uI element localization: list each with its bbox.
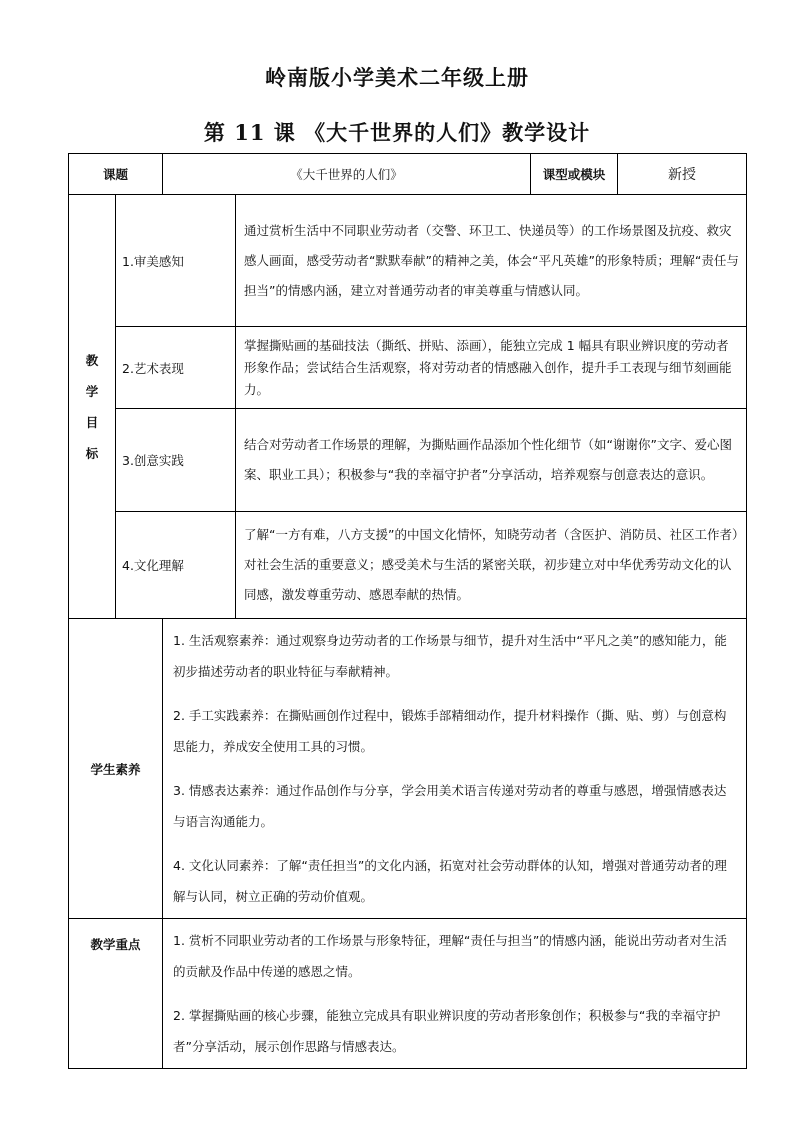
objective-label: 1.审美感知 — [116, 195, 236, 327]
key-points-label: 教学重点 — [69, 919, 163, 1069]
document-title: 岭南版小学美术二年级上册 — [265, 65, 529, 90]
literacy-row — [69, 619, 747, 919]
literacy-label: 学生素养 — [69, 619, 163, 919]
lesson-plan-table — [68, 153, 747, 1069]
literacy-item: 1. 生活观察素养：通过观察身边劳动者的工作场景与细节，提升对生活中“平凡之美”的感知能力，能初步描述劳动者的职业特征与奉献精神。 — [173, 633, 727, 679]
key-point-item: 1. 赏析不同职业劳动者的工作场景与形象特征，理解“责任与担当”的情感内涵，能说出劳动者对生活的贡献及作品中传递的感恩之情。 — [173, 933, 727, 979]
lesson-title: 第 11 课 《大千世界的人们》教学设计 — [203, 120, 591, 145]
topic-label: 课题 — [69, 154, 163, 195]
objective-label: 2.艺术表现 — [116, 327, 236, 409]
objective-row-2 — [69, 327, 747, 409]
objectives-label-char: 标 — [85, 445, 99, 461]
objective-text: 掌握撕贴画的基础技法（撕纸、拼贴、添画），能独立完成 1 幅具有职业辨识度的劳动者形象作品；尝试结合生活观察，将对劳动者的情感融入创作，提升手工表现与细节刻画能力。 — [236, 327, 747, 409]
key-points-row — [69, 919, 747, 1069]
objective-row-4 — [69, 512, 747, 619]
objective-row-1 — [69, 195, 747, 327]
objectives-label-char: 学 — [85, 383, 99, 399]
info-row — [69, 154, 747, 195]
objectives-label-char: 教 — [85, 352, 99, 368]
objectives-label-char: 目 — [85, 414, 99, 430]
key-point-item: 2. 掌握撕贴画的核心步骤，能独立完成具有职业辨识度的劳动者形象创作；积极参与“我的幸福守护者”分享活动，展示创作思路与情感表达。 — [173, 1008, 721, 1054]
objective-label: 3.创意实践 — [116, 409, 236, 512]
objective-text: 了解“一方有难，八方支援”的中国文化情怀，知晓劳动者（含医护、消防员、社区工作者）对社会生活的重要意义；感受美术与生活的紧密关联，初步建立对中华优秀劳动文化的认同感，激发尊重劳动、感恩奉献的热情。 — [236, 512, 747, 619]
objectives-label — [69, 195, 116, 619]
topic-value: 《大千世界的人们》 — [163, 154, 531, 195]
objective-label: 4.文化理解 — [116, 512, 236, 619]
objective-text: 结合对劳动者工作场景的理解，为撕贴画作品添加个性化细节（如“谢谢你”文字、爱心图案、职业工具）；积极参与“我的幸福守护者”分享活动，培养观察与创意表达的意识。 — [236, 409, 747, 512]
literacy-item: 3. 情感表达素养：通过作品创作与分享，学会用美术语言传递对劳动者的尊重与感恩，增强情感表达与语言沟通能力。 — [173, 783, 727, 829]
objective-row-3 — [69, 409, 747, 512]
literacy-item: 2. 手工实践素养：在撕贴画创作过程中，锻炼手部精细动作，提升材料操作（撕、贴、剪）与创意构思能力，养成安全使用工具的习惯。 — [173, 708, 727, 754]
key-points-content — [163, 919, 747, 1069]
literacy-item: 4. 文化认同素养：了解“责任担当”的文化内涵，拓宽对社会劳动群体的认知，增强对普通劳动者的理解与认同，树立正确的劳动价值观。 — [173, 858, 727, 904]
literacy-content — [163, 619, 747, 919]
objective-text: 通过赏析生活中不同职业劳动者（交警、环卫工、快递员等）的工作场景图及抗疫、救灾感人画面，感受劳动者“默默奉献”的精神之美，体会“平凡英雄”的形象特质；理解“责任与担当”的情感内涵，建立对普通劳动者的审美尊重与情感认同。 — [236, 195, 747, 327]
type-value: 新授 — [618, 154, 747, 195]
type-label: 课型或模块 — [531, 154, 618, 195]
